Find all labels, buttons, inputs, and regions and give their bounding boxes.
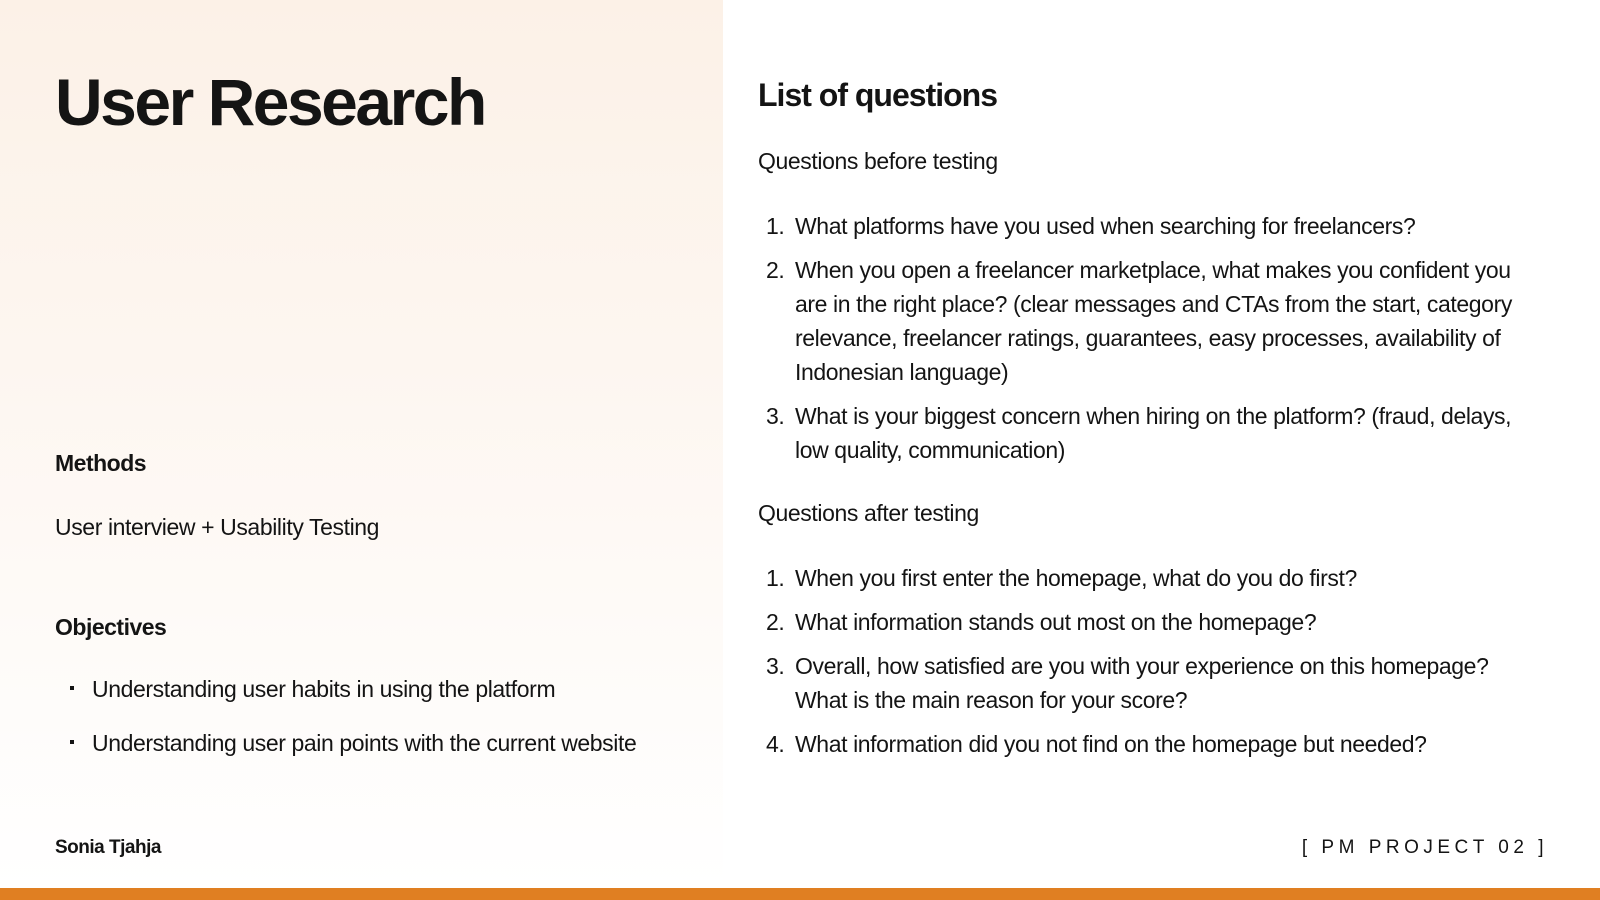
question-item xyxy=(758,209,1518,243)
question-text: When you first enter the homepage, what do you do first? xyxy=(795,565,1357,591)
question-number: 1. xyxy=(766,565,785,591)
question-item xyxy=(758,727,1518,761)
methods-text: User interview + Usability Testing xyxy=(55,514,380,540)
question-number: 1. xyxy=(766,213,785,239)
questions-title: List of questions xyxy=(758,77,997,113)
after-testing-heading: Questions after testing xyxy=(758,500,979,526)
objective-item xyxy=(55,673,715,706)
question-item xyxy=(758,561,1518,595)
question-number: 2. xyxy=(766,609,785,635)
question-item xyxy=(758,399,1518,467)
objective-text: Understanding user pain points with the current website xyxy=(92,730,637,756)
question-text: What is your biggest concern when hiring on the platform? (fraud, delays, low quality, communication) xyxy=(795,403,1512,463)
question-text: Overall, how satisfied are you with your experience on this homepage? What is the main reason for your score? xyxy=(795,653,1489,713)
question-text: What information stands out most on the homepage? xyxy=(795,609,1317,635)
question-item xyxy=(758,253,1518,389)
question-item xyxy=(758,605,1518,639)
before-testing-heading: Questions before testing xyxy=(758,148,998,174)
objectives-heading: Objectives xyxy=(55,614,167,640)
objective-text: Understanding user habits in using the platform xyxy=(92,676,556,702)
question-number: 2. xyxy=(766,257,785,283)
question-text: What platforms have you used when searching for freelancers? xyxy=(795,213,1416,239)
left-panel xyxy=(0,0,723,888)
question-number: 3. xyxy=(766,403,785,429)
accent-bar xyxy=(0,888,1600,900)
after-testing-list xyxy=(758,561,1518,771)
objective-item xyxy=(55,727,715,760)
question-number: 4. xyxy=(766,731,785,757)
bullet-icon xyxy=(70,740,74,744)
bullet-icon xyxy=(70,686,74,690)
objectives-list xyxy=(55,673,715,781)
question-text: What information did you not find on the homepage but needed? xyxy=(795,731,1427,757)
question-text: When you open a freelancer marketplace, what makes you confident you are in the right place? (clear messages and CTAs from the start, category relevance, freelancer ratings, guarantees, easy processes, availability of Indonesian language) xyxy=(795,257,1512,385)
question-number: 3. xyxy=(766,653,785,679)
question-item xyxy=(758,649,1518,717)
project-tag: [ PM PROJECT 02 ] xyxy=(1301,837,1548,858)
page-title: User Research xyxy=(55,65,485,139)
author-name: Sonia Tjahja xyxy=(55,837,161,858)
before-testing-list xyxy=(758,209,1518,477)
methods-heading: Methods xyxy=(55,450,147,476)
